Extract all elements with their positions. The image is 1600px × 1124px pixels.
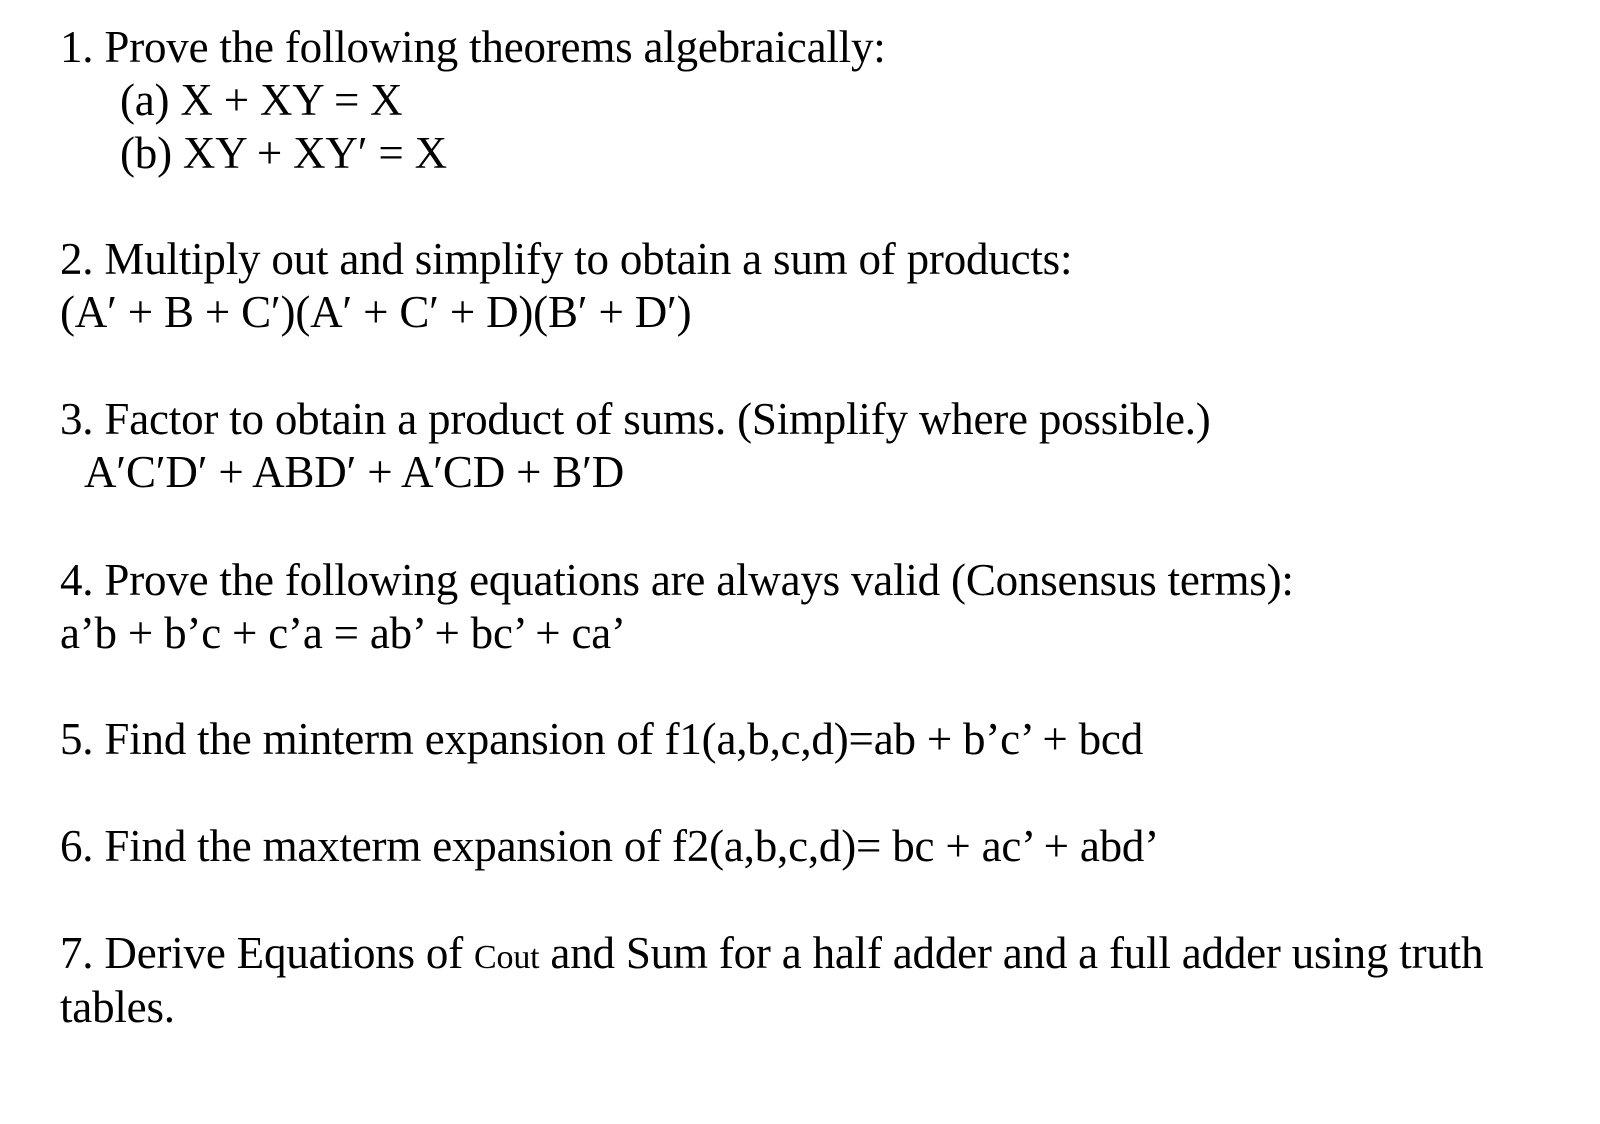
problem-4-expression: a’b + b’c + c’a = ab’ + bc’ + ca’: [60, 608, 626, 658]
problem-3-heading: 3. Factor to obtain a product of sums. (Simplify where possible.): [60, 394, 1211, 444]
problem-2-heading: 2. Multiply out and simplify to obtain a sum of products:: [60, 234, 1073, 284]
problem-7-continuation: tables.: [60, 982, 175, 1032]
problem-1-heading: 1. Prove the following theorems algebraically:: [60, 22, 886, 72]
problem-4-heading: 4. Prove the following equations are always valid (Consensus terms):: [60, 555, 1294, 605]
problem-5-heading: 5. Find the minterm expansion of f1(a,b,c,d)=ab + b’c’ + bcd: [60, 714, 1144, 764]
problem-1-part-a: (a) X + XY = X: [120, 75, 403, 125]
problem-1-part-b: (b) XY + XY′ = X: [120, 128, 447, 178]
problem-7-heading-start: 7. Derive Equations of: [60, 928, 475, 978]
problem-6-heading: 6. Find the maxterm expansion of f2(a,b,c,d)= bc + ac’ + abd’: [60, 821, 1160, 871]
problem-7-heading-end: and Sum for a half adder and a full adder using truth: [539, 928, 1484, 978]
problem-7-heading: [60, 926, 1483, 985]
cout-label: Cout: [474, 939, 540, 976]
problem-2-expression: (A′ + B + C′)(A′ + C′ + D)(B′ + D′): [60, 287, 692, 337]
problem-3-expression: A′C′D′ + ABD′ + A′CD + B′D: [84, 447, 625, 497]
